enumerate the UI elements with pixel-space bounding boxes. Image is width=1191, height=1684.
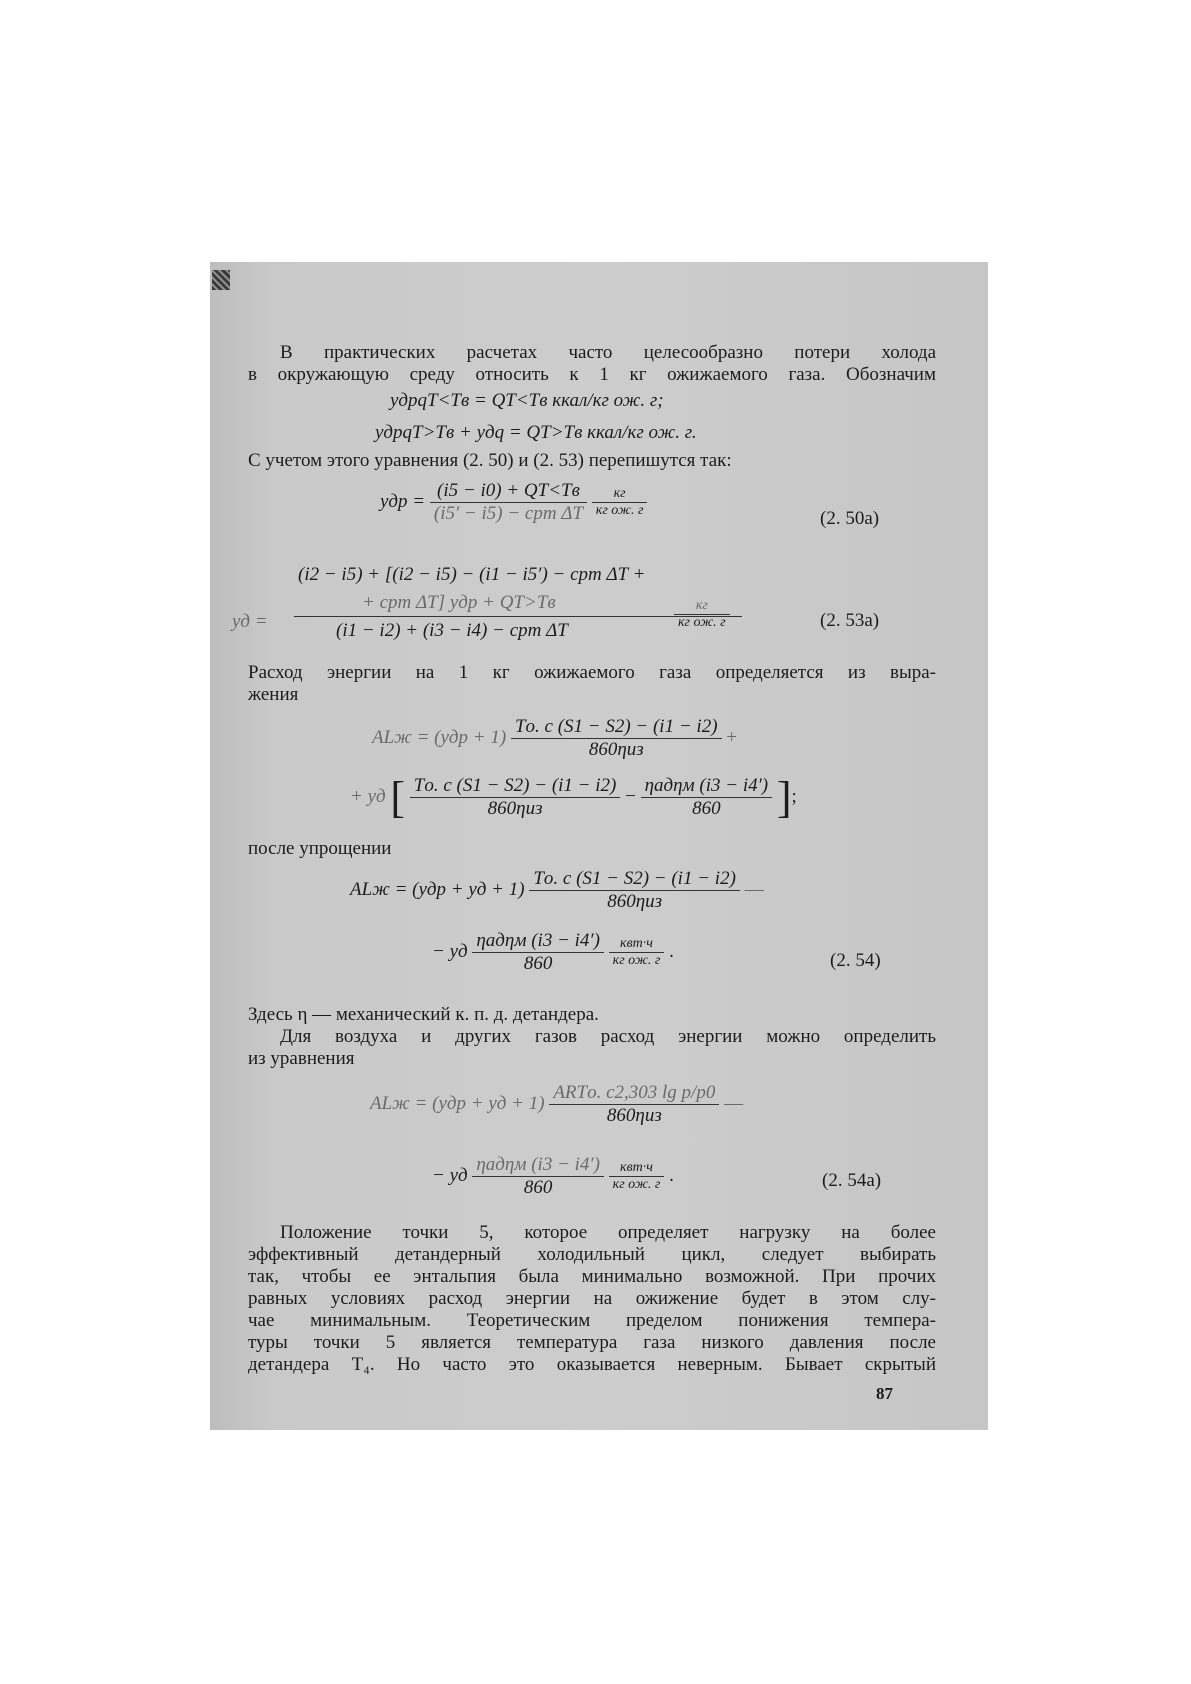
equation-al-line4: − yд $\frac{\text{ηадηм (i3 − i4′)}}{860}$ $\frac{\text{квт·ч}}{\text{кг ож. г}}$ . [432,930,674,974]
paragraph-line: туры точки 5 является температура газа низкого давления после [248,1332,936,1353]
fraction [511,716,722,761]
minus-sign: — [724,1092,744,1114]
paragraph-line: Для воздуха и других газов расход энергии можно определить [280,1026,936,1047]
paragraph-line: С учетом этого уравнения (2. 50) и (2. 53) перепишутся так: [248,450,732,471]
equation-lhs: ALж = (yдр + yд + 1) [350,878,525,900]
fraction-denominator: 860ηиз [588,739,644,760]
unit-fraction [592,486,648,519]
equation-number: (2. 53a) [820,610,880,631]
fraction-denominator: 860 [523,1177,553,1198]
unit-denominator: кг ож. г [612,1177,661,1192]
fraction-numerator: ηадηм (i3 − i4′) [641,775,773,798]
equation-al-line6: − yд $\frac{\text{ηадηм (i3 − i4′)}}{860}$ $\frac{\text{квт·ч}}{\text{кг ож. г}}$ . [432,1154,674,1198]
fraction [472,1154,604,1199]
paragraph-line: Расход энергии на 1 кг ожижаемого газа определяется из выра- [248,662,936,683]
fraction [549,1082,719,1127]
fraction [410,775,621,820]
fraction-numerator: ARTо. с2,303 lg p/p0 [549,1082,719,1105]
unit-fraction [609,936,665,969]
bracket: [ [390,773,406,822]
unit-fraction [609,1160,665,1193]
unit-denominator: кг ож. г [678,615,726,630]
fraction-numerator: (i5 − i0) + QT<Tв [430,480,587,503]
equation-lhs: yд = [232,611,268,632]
fraction [472,930,604,975]
unit-numerator: кг [674,598,730,615]
paragraph-line: В практических расчетах часто целесообразно потери холода [280,342,936,363]
unit-numerator: квт·ч [609,1160,665,1177]
unit-fraction [674,598,730,631]
equation-lhs: − yд [432,940,468,962]
equation-lhs: ALж = (yдр + yд + 1) [370,1092,545,1114]
unit-denominator: кг ож. г [612,953,661,968]
paragraph-line: из уравнения [248,1048,355,1069]
equation-number: (2. 54a) [822,1170,882,1191]
fraction-numerator: Tо. с (S1 − S2) − (i1 − i2) [410,775,621,798]
fraction-numerator: ηадηм (i3 − i4′) [472,1154,604,1177]
paragraph-line: Здесь η — механический к. п. д. детандера. [248,1004,599,1025]
scanned-page [210,262,988,1430]
semicolon: ; [791,785,797,807]
equation-2-53a-num-line2: + cpm ΔT] yдр + QT>Tв [362,592,556,613]
equation-lhs: yдр = [380,490,426,512]
formula-definition: yдрqT<Tв = QT<Tв ккал/кг ож. г; [390,390,664,411]
equation-2-53a-num-line1: (i2 − i5) + [(i2 − i5) − (i1 − i5′) − cpm ΔT + [298,564,646,585]
fraction-numerator: Tо. с (S1 − S2) − (i1 − i2) [529,868,740,891]
unit-numerator: квт·ч [609,936,665,953]
minus-sign: − [625,785,641,807]
paragraph-line: Положение точки 5, которое определяет нагрузку на более [280,1222,936,1243]
fraction-denominator: (i5′ − i5) − cpm ΔT [433,503,584,524]
page-number: 87 [876,1384,893,1403]
fraction-denominator: 860 [692,798,721,819]
equation-2-50a [380,480,647,525]
paragraph-line: после упрощении [248,838,392,859]
formula-definition: yдрqT>Tв + yдq = QT>Tв ккал/кг ож. г. [375,422,697,443]
fraction [674,598,730,631]
fraction [430,480,587,525]
equation-lhs: ALж = (yдр + 1) [372,726,507,748]
fraction-denominator: 860 [523,953,553,974]
equation-al-line2 [350,772,797,823]
paragraph-line: так, чтобы ее энтальпия была минимально возможной. При прочих [248,1266,936,1287]
equation-lhs: + yд [350,785,386,807]
plus-sign: + [726,726,737,748]
paragraph-line: эффективный детандерный холодильный цикл, следует выбирать [248,1244,936,1265]
fraction-numerator: Tо. с (S1 − S2) − (i1 − i2) [511,716,722,739]
unit-numerator: кг [592,486,648,503]
equation-al-line3 [350,868,764,913]
equation-al-line5 [370,1082,743,1127]
paragraph-line: в окружающую среду относить к 1 кг ожижаемого газа. Обозначим [248,364,936,385]
scan-corner-mark [212,270,230,290]
paragraph-line: детандера T₄. Но часто это оказывается неверным. Бывает скрытый [248,1354,936,1375]
fraction-denominator: 860ηиз [607,891,663,912]
bracket: ] [776,773,792,822]
paragraph-line: жения [248,684,299,705]
equation-al-line1 [372,716,737,761]
fraction-numerator: ηадηм (i3 − i4′) [472,930,604,953]
fraction-denominator: 860ηиз [487,798,543,819]
minus-sign: — [744,878,764,900]
fraction-denominator: 860ηиз [606,1105,662,1126]
equation-number: (2. 54) [830,950,881,971]
equation-2-53a-denominator: (i1 − i2) + (i3 − i4) − cpm ΔT [336,620,568,641]
equation-lhs: − yд [432,1164,468,1186]
unit-denominator: кг ож. г [595,503,644,518]
paragraph-line: чае минимальным. Теоретическим пределом понижения темпера- [248,1310,936,1331]
fraction [529,868,740,913]
equation-number: (2. 50a) [820,508,880,529]
paragraph-line: равных условиях расход энергии на ожижение будет в этом слу- [248,1288,936,1309]
fraction [641,775,773,820]
